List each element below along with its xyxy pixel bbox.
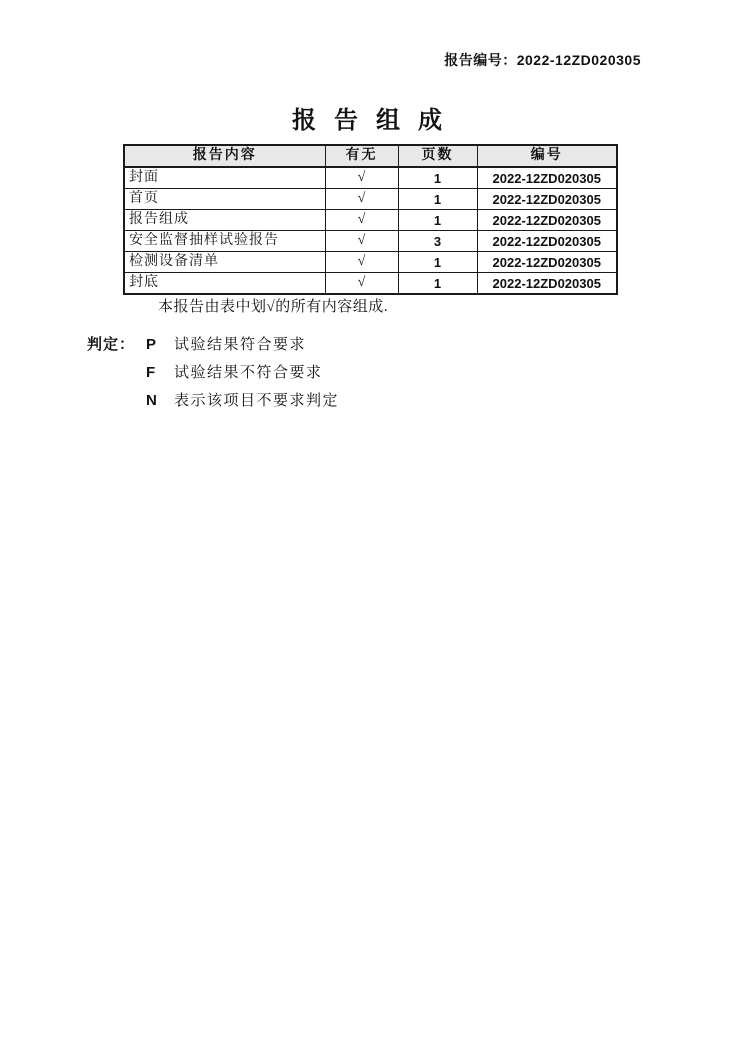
header-presence: 有无 [325,145,398,167]
report-number: 报告编号：2022-12ZD020305 [444,52,641,68]
table-row [124,252,617,273]
header-pages: 页数 [398,145,477,167]
cell-pages: 3 [398,231,477,252]
judgement-item [146,333,339,361]
judgement-code: F [146,364,156,381]
checkmark: √ [325,252,398,273]
report-composition-table [123,144,618,295]
table-row [124,231,617,252]
judgement-code: N [146,392,157,409]
cell-number: 2022-12ZD020305 [477,273,617,295]
composition-note: 本报告由表中划√的所有内容组成. [158,299,388,315]
cell-pages: 1 [398,273,477,295]
table-header-row [124,145,617,167]
cell-content: 检测设备清单 [124,252,325,273]
cell-number: 2022-12ZD020305 [477,252,617,273]
checkmark: √ [325,210,398,231]
header-report-content: 报告内容 [124,145,325,167]
header-number: 编号 [477,145,617,167]
cell-number: 2022-12ZD020305 [477,189,617,210]
table-row [124,210,617,231]
judgement-label: 判定： [87,337,136,353]
cell-content: 报告组成 [124,210,325,231]
cell-pages: 1 [398,252,477,273]
checkmark: √ [325,189,398,210]
judgement-desc: 试验结果符合要求 [174,337,307,353]
judgement-item [146,389,339,417]
judgement-code: P [146,336,157,353]
table-row [124,167,617,189]
checkmark: √ [325,167,398,189]
cell-content: 首页 [124,189,325,210]
cell-content: 安全监督抽样试验报告 [124,231,325,252]
judgement-items [146,333,339,417]
checkmark: √ [325,273,398,295]
cell-pages: 1 [398,189,477,210]
cell-content: 封底 [124,273,325,295]
checkmark: √ [325,231,398,252]
judgement-item [146,361,339,389]
cell-pages: 1 [398,210,477,231]
page-title: 报 告 组 成 [292,108,448,134]
table-row [124,273,617,295]
table-row [124,189,617,210]
cell-number: 2022-12ZD020305 [477,167,617,189]
judgement-desc: 表示该项目不要求判定 [174,393,340,409]
cell-number: 2022-12ZD020305 [477,231,617,252]
cell-content: 封面 [124,167,325,189]
cell-number: 2022-12ZD020305 [477,210,617,231]
judgement-desc: 试验结果不符合要求 [174,365,323,381]
cell-pages: 1 [398,167,477,189]
judgement-section [87,333,339,417]
